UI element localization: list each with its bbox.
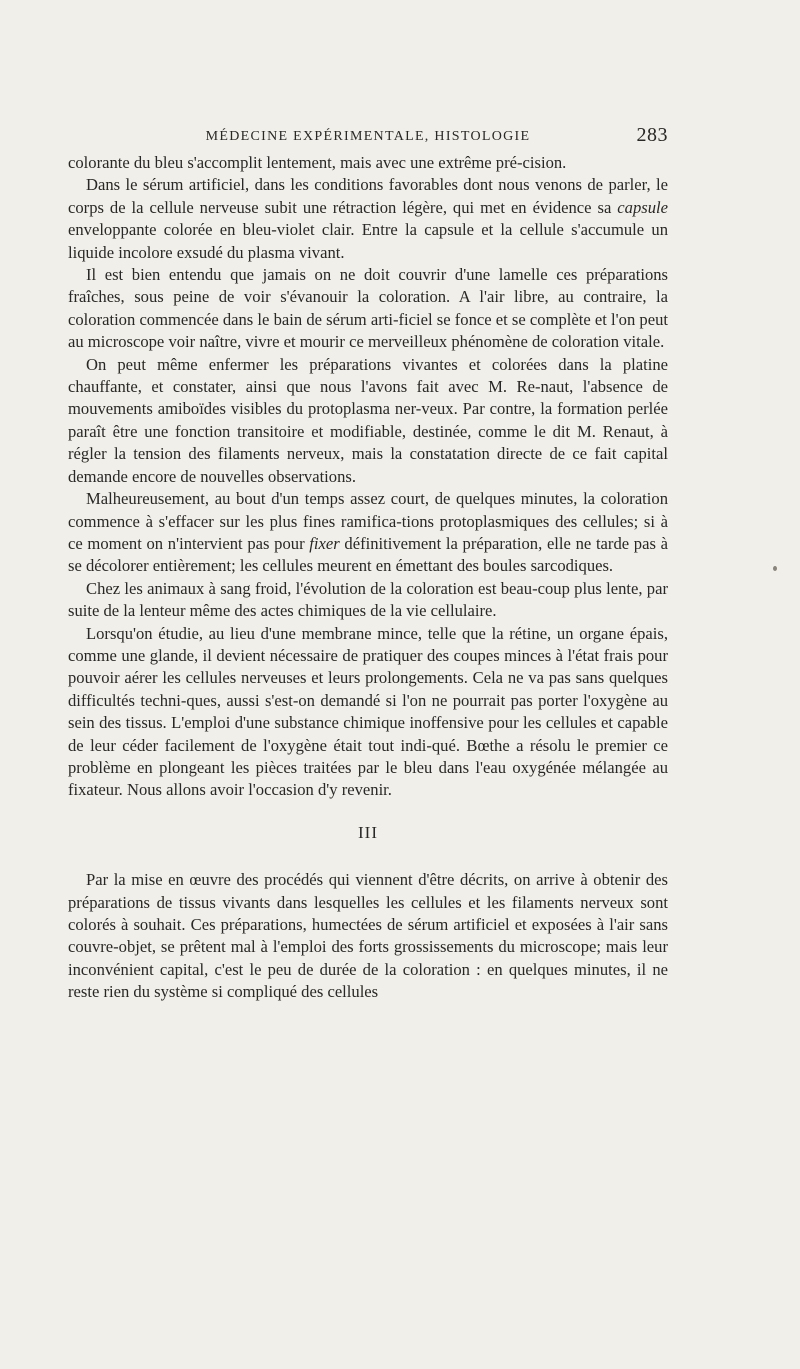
paragraph-text: Malheureusement, au bout d'un temps assez court, de quelques minutes, la coloration commence à s'effacer sur les plus fines ramifica-tions protoplasmiques des cellules; si à ce moment on n'intervient pas pour	[68, 489, 668, 553]
page-number: 283	[636, 124, 668, 146]
italic-term-fixer: fixer	[309, 533, 340, 553]
paragraph-text: enveloppante colorée en bleu-violet clair. Entre la capsule et la cellule s'accumule un liquide incolore exsudé du plasma vivant.	[68, 220, 668, 262]
paragraph-4	[68, 354, 668, 488]
paragraph-1	[68, 152, 668, 174]
running-head	[68, 120, 668, 150]
paragraph-text: Il est bien entendu que jamais on ne doit couvrir d'une lamelle ces préparations fraîches, sous peine de voir s'évanouir la coloration. A l'air libre, au contraire, la coloration commencée dans le bain de sérum arti-ficiel se fonce et se complète et l'on peut au microscope voir naître, vivre et mourir ce merveilleux phénomène de coloration vitale.	[68, 265, 668, 352]
section-heading: III	[358, 822, 378, 842]
paragraph-text: Lorsqu'on étudie, au lieu d'une membrane mince, telle que la rétine, un organe épais, comme une glande, il devient nécessaire de pratiquer des coupes minces à l'état frais pour pouvoir aérer les cellules nerveuses et leurs prolongements. Cela ne va pas sans quelques difficultés techni-ques, aussi s'est-on demandé si l'on ne pourrait pas porter l'oxygène au sein des tissus. L'emploi d'une substance chimique inoffensive pour les cellules et capable de leur céder facilement de l'oxygène était tout indi-qué. Bœthe a résolu le premier ce problème en plongeant les pièces traitées par le bleu dans l'eau oxygénée mélangée au fixateur. Nous allons avoir l'occasion d'y revenir.	[68, 623, 668, 800]
paragraph-8	[68, 869, 668, 1003]
paragraph-text: On peut même enfermer les préparations vivantes et colorées dans la platine chauffante, et constater, ainsi que nous l'avons fait avec M. Re-naut, l'absence de mouvements amiboïdes visibles du protoplasma ner-veux. Par contre, la formation perlée paraît être une fonction transitoire et modifiable, destinée, comme le dit M. Renaut, à régler la tension des filaments nerveux, mais la constatation directe de ce fait capital demande encore de nouvelles observations.	[68, 354, 668, 486]
paragraph-5	[68, 488, 668, 578]
paragraph-text: Par la mise en œuvre des procédés qui viennent d'être décrits, on arrive à obtenir des préparations de tissus vivants dans lesquelles les cellules et les filaments nerveux sont colorés à souhait. Ces préparations, humectées de sérum artificiel et exposées à l'air sans couvre-objet, se prêtent mal à l'emploi des forts grossissements du microscope; mais leur inconvénient capital, c'est le peu de durée de la coloration : en quelques minutes, il ne reste rien du système si compliqué des cellules	[68, 870, 668, 1002]
paragraph-text: définitivement la préparation, elle ne tarde pas à se décolorer entièrement; les cellules meurent en émettant des boules sarcodiques.	[68, 533, 668, 576]
paragraph-text: Chez les animaux à sang froid, l'évolution de la coloration est beau-coup plus lente, par suite de la lenteur même des actes chimiques de la vie cellulaire.	[68, 578, 668, 621]
paragraph-text: colorante du bleu s'accomplit lentement, mais avec une extrême pré-cision.	[68, 153, 567, 172]
body-text	[68, 152, 668, 1004]
paragraph-3	[68, 264, 668, 354]
italic-term-capsule: capsule	[617, 197, 668, 217]
paragraph-6	[68, 578, 668, 623]
paragraph-text: Dans le sérum artificiel, dans les conditions favorables dont nous venons de parler, le corps de la cellule nerveuse subit une rétraction légère, qui met en évidence sa	[68, 175, 668, 217]
running-title: MÉDECINE EXPÉRIMENTALE, HISTOLOGIE	[205, 129, 531, 144]
paragraph-2	[68, 174, 668, 264]
margin-speck	[773, 566, 777, 571]
paragraph-7	[68, 623, 668, 802]
